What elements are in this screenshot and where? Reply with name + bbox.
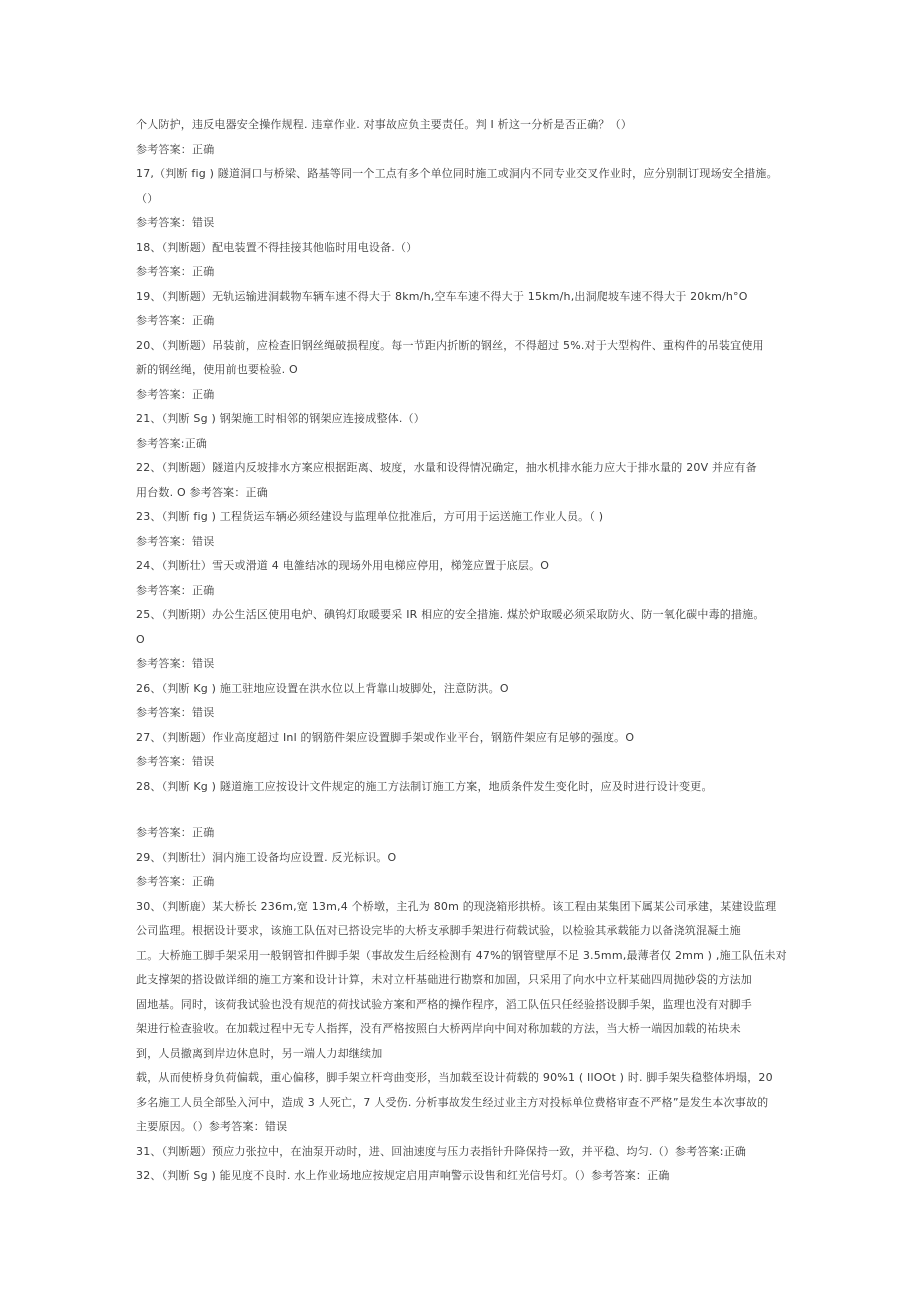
question-18: 18、（判断题）配电装置不得挂接其他临时用电设备.（） — [136, 240, 418, 254]
question-22: 22、（判断题）隧道内反坡排水方案应根据距离、坡度，水量和设得情况确定，抽水机排水能力应大于排水量的 20V 并应有备 — [136, 461, 757, 474]
question-25: 25、（判断期）办公生活区使用电炉、碘钨灯取暖要采 IR 相应的安全措施. 煤於炉取暖必须采取防火、防一氧化碳中毒的措施。 — [136, 608, 765, 621]
question-29: 29、（判断壮）洞内施工设备均应设置. 反光标识。O — [136, 850, 397, 864]
question-28: 28、（判断 Kg ) 隧道施工应按设计文件规定的施工方法制订施工方案，地质条件发生变化时，应及时进行设计变更。 — [136, 779, 713, 793]
text-line: 新的钢丝绳，使用前也要检验. O — [136, 363, 298, 376]
question-30: 30、（判断鹿）某大桥长 236m,宽 13m,4 个桥墩，主孔为 80m 的现浇箱形拱桥。该工程由某集团下属某公司承建，某建设监理 — [136, 899, 777, 913]
question-21: 21、（判断 Sg ) 钢架施工时相邻的钢架应连接成整体.（） — [136, 412, 425, 425]
text-line: 此支撑架的搭设做详细的施工方案和设计计算，未对立杆基础进行勘察和加固，只采用了向水中立杆某础四周抛砂袋的方法加 — [136, 973, 752, 986]
answer-line: 参考答案：正确 — [136, 265, 215, 278]
text-line: 主要原因。（）参考答案：错误 — [136, 1120, 288, 1133]
question-32: 32、（判断 Sg ) 能见度不良时. 水上作业场地应按规定启用声响警示设售和红光信号灯。（）参考答案：正确 — [136, 1169, 670, 1182]
text-line: 用台数. O 参考答案：正确 — [136, 485, 268, 499]
question-24: 24、（判断壮）雪天或滑道 4 电雒结冰的现场外用电梯应停用，梯笼应置于底层。O — [136, 559, 550, 572]
answer-line: 参考答案：正确 — [136, 826, 215, 839]
text-line: 架进行检查验收。在加载过程中无专人指挥，没有严格按照白大桥两岸向中间对称加载的方法，当大桥一端因加载的祐块未 — [136, 1022, 741, 1035]
question-23: 23、（判断 fig ) 工程货运车辆必须经建设与监理单位批准后，方可用于运送施工作业人员。（ ) — [136, 510, 604, 523]
text-line: 多名施工人员全部坠入河中，造成 3 人死亡，7 人受伤. 分析事故发生经过业主方对投标单位费格审查不严格”是发生本次事故的 — [136, 1095, 769, 1109]
answer-line: 参考答案：错误 — [136, 657, 215, 670]
text-line: （） — [136, 191, 159, 205]
answer-line: 参考答案：正确 — [136, 314, 215, 327]
answer-line: 参考答案：错误 — [136, 706, 215, 719]
question-26: 26、（判断 Kg ) 施工驻地应设置在洪水位以上背靠山坡脚处，注意防洪。O — [136, 681, 509, 695]
answer-line: 参考答案：正确 — [136, 387, 215, 401]
text-line: 到，人员撤离到岸边休息时，另一端人力却继续加 — [136, 1046, 383, 1060]
answer-line: 参考答案：错误 — [136, 216, 215, 229]
answer-line: 参考答案：正确 — [136, 583, 215, 597]
answer-line: 参考答案：错误 — [136, 755, 215, 768]
question-31: 31、（判断题）预应力张拉中，在油泵开动时，进、回油速度与压力表指针升降保持一致，并平稳、均匀.（）参考答案:正确 — [136, 1144, 747, 1158]
answer-line: 参考答案：正确 — [136, 875, 215, 888]
answer-line: 参考答案：错误 — [136, 534, 215, 548]
text-line: 个人防护，违反电器安全操作规程. 违章作业. 对事故应负主要责任。判 I 析这一分析是否正确？（） — [136, 118, 633, 131]
text-line: 公司监理。根据设计要求，该施工队伍对已搭设完毕的大桥支承脚手架进行荷载试验，以检验其承载能力以备浇筑混凝土施 — [136, 924, 741, 937]
answer-line: 参考答案：正确 — [136, 142, 215, 156]
text-line: 工。大桥施工脚手架采用一般钢管扣件脚手架（事故发生后经检测有 47%的钢管壁厚不足 3.5mm,最薄者仅 2mm ) ,施工队伍未对 — [136, 948, 787, 962]
blank-line — [136, 799, 796, 821]
text-line: 固地基。同时，该荷我试验也没有规范的荷找试验方案和严格的操作程序，滔工队伍只任经验搭设脚手架，监理也没有对脚手 — [136, 997, 752, 1011]
document-body — [136, 113, 796, 1189]
text-line: O — [136, 632, 145, 646]
question-20: 20、（判断题）吊装前，应检查旧钢丝绳破损程度。每一节距内折断的钢丝，不得超过 5%.对于大型构件、重构件的吊装宜使用 — [136, 338, 764, 352]
question-19: 19、（判断题）无轨运输进洞载物车辆车速不得大于 8km/h,空车车速不得大于 15km/h,出洞爬坡车速不得大于 20km/h°O — [136, 289, 748, 303]
question-17: 17,（判断 fig ) 隧道洞口与桥梁、路基等同一个工点有多个单位同时施工或洞内不同专业交叉作业时，应分别制订现场安全措施。 — [136, 167, 778, 180]
question-27: 27、（判断题）作业高度超过 Inl 的钢筋件架应设置脚手架或作业平台，钢筋件架应有足够的强度。O — [136, 730, 635, 744]
text-line: 载，从而使桥身负荷偏载，重心偏移，脚手架立杆弯曲变形，当加载至设计荷载的 90%1 ( IlOOt ) 时. 脚手架失稳整体坍塌，20 — [136, 1071, 773, 1084]
answer-line: 参考答案:正确 — [136, 436, 208, 450]
